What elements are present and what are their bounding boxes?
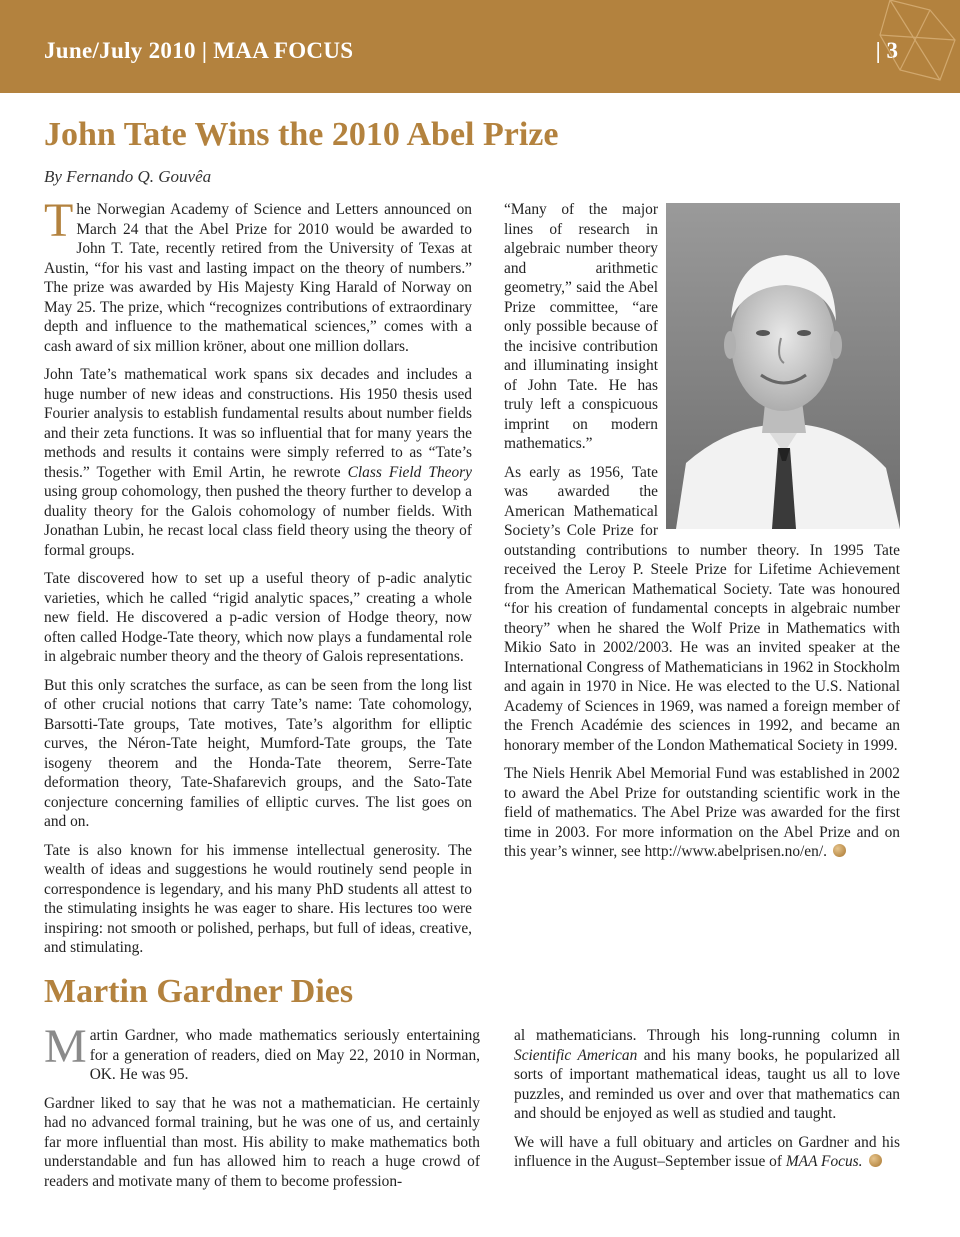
page-header (0, 0, 960, 93)
paragraph-text: he Norwegian Academy of Science and Letters announced on March 24 that the Abel Prize for 2010 would be awarded to John T. Tate, recently retired from the University of Texas at Austin, “for his vast and lasting impact on the theory of numbers.” The prize was awarded by His Majesty King Harald of Norway on May 25. The prize, which “recognizes contributions of extraordinary depth and influence to the mathematical sciences,” comes with a cash award of six million kröner, about one million dollars. (44, 201, 472, 355)
italic-title: Class Field Theory (347, 463, 472, 481)
end-of-article-icon (833, 844, 846, 857)
end-of-article-icon (869, 1154, 882, 1167)
paragraph: Tate discovered how to set up a useful theory of p-adic analytic varieties, which he called “rigid analytic spaces,” creating a whole new field. He discovered a p-adic version of Hodge theory, now often called Hodge-Tate theory, which now plays a fundamental role in algebraic number theory and the theory of Galois representations. (44, 570, 472, 665)
italic-title: Scientific American (514, 1046, 638, 1064)
article1-column-right (504, 200, 900, 871)
paragraph: But this only scratches the surface, as can be seen from the long list of other crucial notions that carry Tate’s name: Tate cohomology, Barsotti-Tate groups, Tate motives, Tate’s algorithm for elliptic curves, the Néron-Tate height, Mumford-Tate groups, the Tate isogeny theorem and the Honda-Tate theorem, Serre-Tate deformation theory, Tate-Shafarevich groups, and the Sato-Tate conjecture concerning families of elliptic curves. The list goes on and on. (44, 676, 472, 830)
paragraph (44, 194, 472, 356)
page-number: | 3 (875, 38, 898, 63)
paragraph-text: and his many books, he popularized all sorts of important mathematical ideas, taught us all to love puzzles, and reminded us over and over that mathematics can and should be enjoyed as well as studied and taught. (514, 1046, 901, 1122)
paragraph-text: The Niels Henrik Abel Memorial Fund was established in 2002 to award the Abel Prize for outstanding scientific work in the field of mathematics. The Abel Prize was awarded for the first time in 2003. For more information on the Abel Prize and on this year’s winner, see http://www.abelprisen.no/en/. (504, 765, 900, 860)
paragraph: Tate is also known for his immense intellectual generosity. The wealth of ideas and suggestions he would routinely send people in correspondence is legendary, and his many PhD students all attest to the stimulating insights he was eager to share. His lectures too were inspiring: not smooth or polished, perhaps, but full of ideas, creative, and stimulating. (44, 841, 472, 956)
article1-column-left (44, 194, 472, 967)
italic-title: MAA Focus. (785, 1153, 863, 1170)
article-byline: By Fernando Q. Gouvêa (44, 167, 212, 186)
issue-title: June/July 2010 | MAA FOCUS (44, 38, 354, 63)
paragraph: “Many of the major lines of research in algebraic number theory and arithmetic geometry,” said the Abel Prize committee, “are only possible because of the incisive contribution and illuminating insight of John Tate. He has truly left a conspicuous imprint on modern mathematics.” (504, 201, 658, 452)
drop-cap: M (44, 1020, 87, 1073)
paragraph-text: using group cohomology, then pushed the theory further to develop a duality theory for the Galois cohomology of number fields. With Jonathan Lubin, he recast local class field theory using the theory of formal groups. (44, 483, 472, 559)
article2-column-left (44, 1020, 480, 1200)
paragraph (504, 764, 900, 862)
article2-column-right (514, 1026, 900, 1181)
article-title-abel-prize: John Tate Wins the 2010 Abel Prize (44, 116, 559, 153)
paragraph (44, 365, 472, 560)
drop-cap: T (44, 194, 74, 247)
article-title-martin-gardner: Martin Gardner Dies (44, 973, 354, 1010)
paragraph (514, 1026, 900, 1124)
paragraph-text: al mathematicians. Through his long-running column in (514, 1027, 900, 1044)
paragraph: Gardner liked to say that he was not a mathematician. He certainly had no advanced formal training, but he was one of us, and certainly far more influential than most. His ability to make mathematics both understandable and fun has allowed him to reach a huge crowd of readers and motivate many of them to become profession- (44, 1094, 480, 1190)
paragraph-text: We will have a full obituary and articles on Gardner and his influence in the August–September issue of (514, 1133, 900, 1170)
paragraph: As early as 1956, Tate was awarded the American Mathematical Society’s Cole Prize for outstanding contributions to number theory. In 1995 Tate received the Leroy P. Steele Prize for Lifetime Achievement from the American Mathematical Society. Tate was honoured “for his creation of fundamental concepts in algebraic number theory” when he shared the Wolf Prize in Mathematics with Mikio Sato in 2002/2003. He was an invited speaker at the International Congress of Mathematicians in 1962 in Stockholm and again in 1970 in Nice. He was elected to the U.S. National Academy of Sciences in 1969, was named a foreign member of the French Académie des sciences in 1992, and became an honorary member of the London Mathematical Society in 1999. (504, 463, 900, 754)
paragraph-text: John Tate’s mathematical work spans six decades and includes a huge number of new ideas and constructions. His 1950 thesis used Fourier analysis to establish fundamental results about number fields and their zeta functions. It was so influential that for many years the methods and results it contains were simply referred to as “Tate’s thesis.” Together with Emil Artin, he rewrote (44, 366, 472, 481)
paragraph-text: artin Gardner, who made mathematics seriously entertaining for a generation of readers, died on May 22, 2010 in Norman, OK. He was 95. (89, 1027, 480, 1083)
paragraph (44, 1020, 480, 1085)
paragraph (514, 1133, 900, 1172)
geometric-ornament-icon (870, 0, 960, 93)
portrait-photo (666, 203, 900, 529)
